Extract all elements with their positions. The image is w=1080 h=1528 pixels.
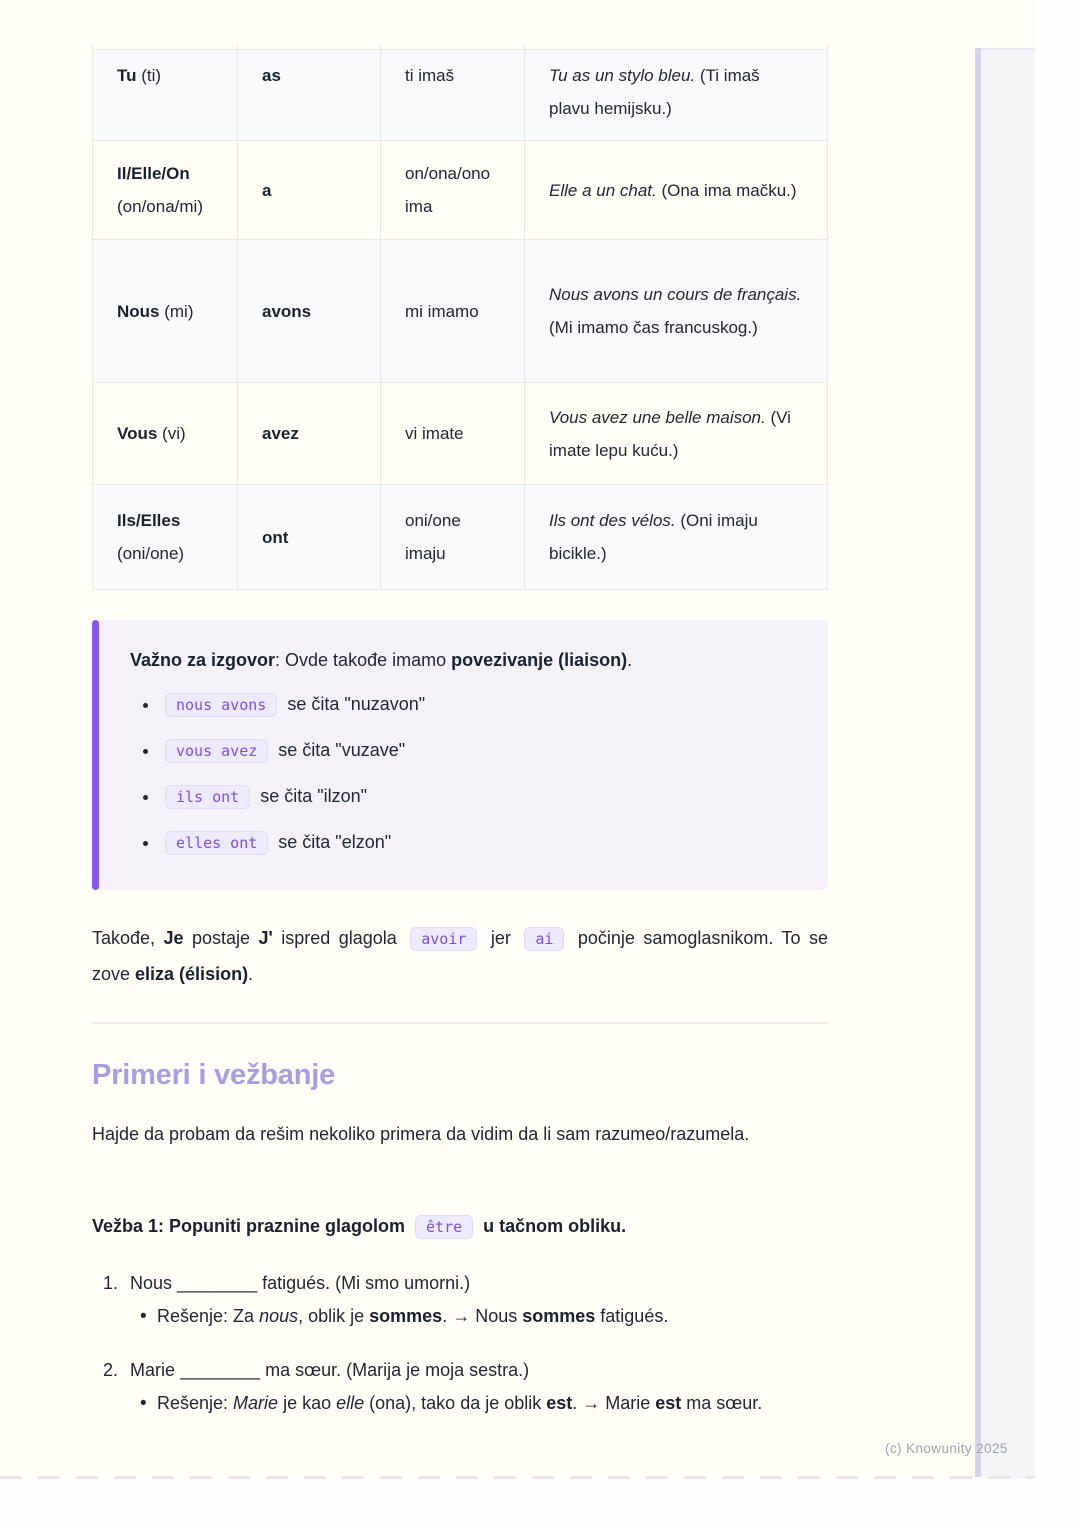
pronoun-cell: Nous (mi) <box>92 240 237 382</box>
verb-form-cell: as <box>237 50 380 140</box>
copyright-watermark: (c) Knowunity 2025 <box>885 1441 1008 1456</box>
right-gutter-strip <box>981 48 1035 1479</box>
table-row <box>92 141 828 240</box>
code-chip: ai <box>524 927 564 951</box>
example-cell: Elle a un chat. (Ona ima mačku.) <box>524 141 828 239</box>
verb-form-cell: avez <box>237 383 380 484</box>
list-item: • nous avons se čita "nuzavon" <box>160 689 790 720</box>
callout-accent-bar <box>92 620 99 890</box>
list-item: • ils ont se čita "ilzon" <box>160 781 790 812</box>
verb-form-cell: avons <box>237 240 380 382</box>
exercise-heading: Vežba 1: Popuniti praznine glagolom être u tačnom obliku. <box>92 1211 828 1242</box>
table-row <box>92 485 828 590</box>
translation-cell: on/ona/ono ima <box>380 141 524 239</box>
translation-cell: ti imaš <box>380 50 524 140</box>
example-cell: Tu as un stylo bleu. (Ti imaš plavu hemijsku.) <box>524 50 828 140</box>
table-row <box>92 383 828 485</box>
exercise-solution: • Rešenje: Marie je kao elle (ona), tako da je oblik est. → Marie est ma sœur. <box>140 1387 828 1420</box>
code-chip: être <box>415 1215 473 1239</box>
translation-cell: mi imamo <box>380 240 524 382</box>
exercise-item <box>92 1354 828 1420</box>
pronoun-cell: Vous (vi) <box>92 383 237 484</box>
code-chip: ils ont <box>165 785 250 809</box>
intro-paragraph: Hajde da probam da rešim nekoliko primera da vidim da li sam razumeo/razumela. <box>92 1124 750 1144</box>
conjugation-table <box>92 44 828 590</box>
translation-cell: vi imate <box>380 383 524 484</box>
translation-cell: oni/one imaju <box>380 485 524 589</box>
pronoun-cell: Il/Elle/On (on/ona/mi) <box>92 141 237 239</box>
table-row <box>92 50 828 141</box>
exercise-number: 2. <box>103 1360 119 1380</box>
exercise-question <box>92 1267 828 1300</box>
example-cell: Nous avons un cours de français. (Mi imamo čas francuskog.) <box>524 240 828 382</box>
elision-paragraph: Takođe, Je postaje J' ispred glagola avoir jer ai počinje samoglasnikom. To se zove eliza (élision). <box>92 928 829 984</box>
code-chip: elles ont <box>165 831 268 855</box>
callout-body <box>92 620 828 893</box>
pronunciation-callout <box>92 620 828 890</box>
list-item: • vous avez se čita "vuzave" <box>160 735 790 766</box>
list-item: • elles ont se čita "elzon" <box>160 827 790 858</box>
table-row <box>92 240 828 383</box>
pronoun-cell: Tu (ti) <box>92 50 237 140</box>
section-heading: Primeri i vežbanje <box>92 1059 336 1091</box>
example-cell: Ils ont des vélos. (Oni imaju bicikle.) <box>524 485 828 589</box>
exercise-question <box>92 1354 828 1387</box>
exercise-list <box>92 1267 828 1441</box>
page-break-dashed-line <box>0 1476 1035 1479</box>
pronoun-cell: Ils/Elles (oni/one) <box>92 485 237 589</box>
exercise-item <box>92 1267 828 1333</box>
section-divider <box>92 1022 828 1024</box>
code-chip: avoir <box>410 927 477 951</box>
code-chip: vous avez <box>165 739 268 763</box>
verb-form-cell: a <box>237 141 380 239</box>
liaison-list <box>130 689 790 858</box>
exercise-question-text: Nous ________ fatigués. (Mi smo umorni.) <box>130 1273 471 1293</box>
verb-form-cell: ont <box>237 485 380 589</box>
exercise-question-text: Marie ________ ma sœur. (Marija je moja sestra.) <box>130 1360 530 1380</box>
exercise-solution: • Rešenje: Za nous, oblik je sommes. → Nous sommes fatigués. <box>140 1300 828 1333</box>
code-chip: nous avons <box>165 693 277 717</box>
callout-title: Važno za izgovor: Ovde takođe imamo povezivanje (liaison). <box>130 650 633 670</box>
example-cell: Vous avez une belle maison. (Vi imate lepu kuću.) <box>524 383 828 484</box>
exercise-number: 1. <box>103 1273 119 1293</box>
